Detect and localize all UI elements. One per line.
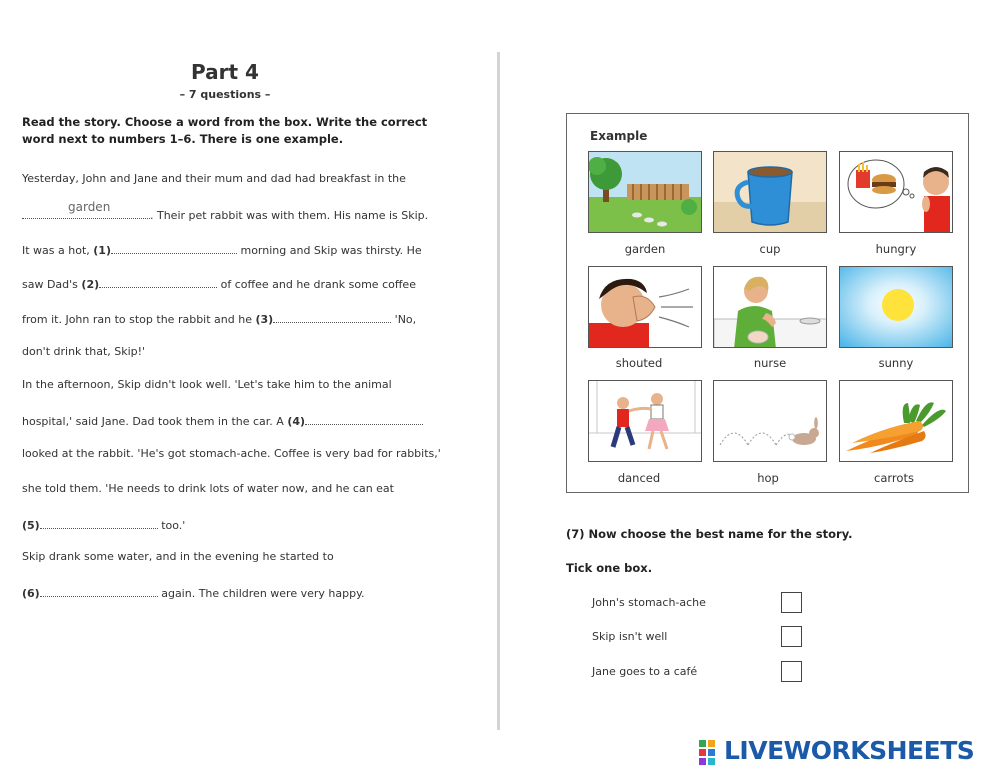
logo-square-icon	[708, 758, 715, 765]
answer-blank-5[interactable]	[40, 516, 158, 529]
story-text: too.'	[157, 519, 186, 532]
nurse-picture	[713, 266, 827, 348]
story-line-10	[22, 482, 394, 495]
story-line-6	[22, 345, 145, 358]
story-text: Yesterday, John and Jane and their mum and dad had breakfast in the	[22, 172, 406, 185]
story-text: In the afternoon, Skip didn't look well. 'Let's take him to the animal	[22, 378, 392, 391]
story-line-2	[22, 200, 429, 222]
answer-blank-4[interactable]	[305, 412, 423, 425]
question-number-6: (6)	[22, 587, 40, 600]
page-divider	[497, 52, 500, 730]
example-label: Example	[590, 129, 648, 143]
question-number-2: (2)	[81, 278, 100, 291]
word-hop: hop	[757, 471, 779, 485]
answer-blank-3[interactable]	[273, 310, 391, 323]
hop-picture	[713, 380, 827, 462]
question-number-4: (4)	[287, 415, 306, 428]
word-shouted: shouted	[615, 356, 663, 370]
word-garden: garden	[624, 242, 666, 256]
logo-square-icon	[708, 740, 715, 747]
shouted-picture	[588, 266, 702, 348]
answer-blank-6[interactable]	[40, 584, 158, 597]
option-label-2: Skip isn't well	[592, 630, 668, 643]
story-text: morning and Skip was thirsty. He	[236, 244, 422, 257]
question-7-prompt: (7) Now choose the best name for the story.	[566, 527, 853, 541]
story-line-13	[22, 584, 365, 600]
story-line-7	[22, 378, 392, 391]
word-cup: cup	[759, 242, 781, 256]
story-text: 'No,	[391, 313, 417, 326]
story-text: Skip drank some water, and in the evening he started to	[22, 550, 334, 563]
question-number-1: (1)	[93, 244, 111, 257]
story-text: It was a hot,	[22, 244, 94, 257]
part-title: Part 4	[191, 60, 259, 84]
story-text: she told them. 'He needs to drink lots of water now, and he can eat	[22, 482, 394, 495]
tick-instruction: Tick one box.	[566, 561, 653, 575]
part-subtitle: – 7 questions –	[179, 88, 271, 101]
example-answer: garden	[68, 200, 111, 214]
word-hungry: hungry	[875, 242, 917, 256]
logo-square-icon	[708, 749, 715, 756]
story-text: from it. John ran to stop the rabbit and he	[22, 313, 256, 326]
option-label-1: John's stomach-ache	[592, 596, 706, 609]
word-nurse: nurse	[753, 356, 787, 370]
option-checkbox-3[interactable]	[781, 661, 802, 682]
cup-picture	[713, 151, 827, 233]
story-line-8	[22, 412, 423, 428]
sunny-picture	[839, 266, 953, 348]
story-text: . Their pet rabbit was with them. His name is Skip.	[150, 209, 429, 222]
instructions: Read the story. Choose a word from the box. Write the correct word next to numbers 1–6. There is one example.	[22, 115, 428, 146]
hungry-picture	[839, 151, 953, 233]
story-text: don't drink that, Skip!'	[22, 345, 146, 358]
option-checkbox-2[interactable]	[781, 626, 802, 647]
word-danced: danced	[617, 471, 661, 485]
story-line-11	[22, 516, 185, 532]
story-line-3	[22, 241, 422, 257]
story-text: again. The children were very happy.	[157, 587, 365, 600]
story-text: hospital,' said Jane. Dad took them in the car. A	[22, 415, 288, 428]
question-number-3: (3)	[255, 313, 274, 326]
logo-text: LIVEWORKSHEETS	[724, 736, 975, 765]
story-line-9	[22, 447, 441, 460]
story-line-12	[22, 550, 334, 563]
logo-square-icon	[699, 758, 706, 765]
story-line-1	[22, 172, 406, 185]
question-number-5: (5)	[22, 519, 40, 532]
option-checkbox-1[interactable]	[781, 592, 802, 613]
logo-square-icon	[699, 749, 706, 756]
story-text: saw Dad's	[22, 278, 82, 291]
carrots-picture	[839, 380, 953, 462]
word-carrots: carrots	[874, 471, 914, 485]
story-line-4	[22, 275, 416, 291]
story-text: of coffee and he drank some coffee	[217, 278, 416, 291]
story-text: looked at the rabbit. 'He's got stomach-ache. Coffee is very bad for rabbits,'	[22, 447, 441, 460]
logo-square-icon	[699, 740, 706, 747]
answer-blank-1[interactable]	[111, 241, 237, 254]
garden-picture	[588, 151, 702, 233]
word-sunny: sunny	[878, 356, 914, 370]
story-line-5	[22, 310, 416, 326]
answer-blank-2[interactable]	[99, 275, 217, 288]
option-label-3: Jane goes to a café	[592, 665, 698, 678]
danced-picture	[588, 380, 702, 462]
